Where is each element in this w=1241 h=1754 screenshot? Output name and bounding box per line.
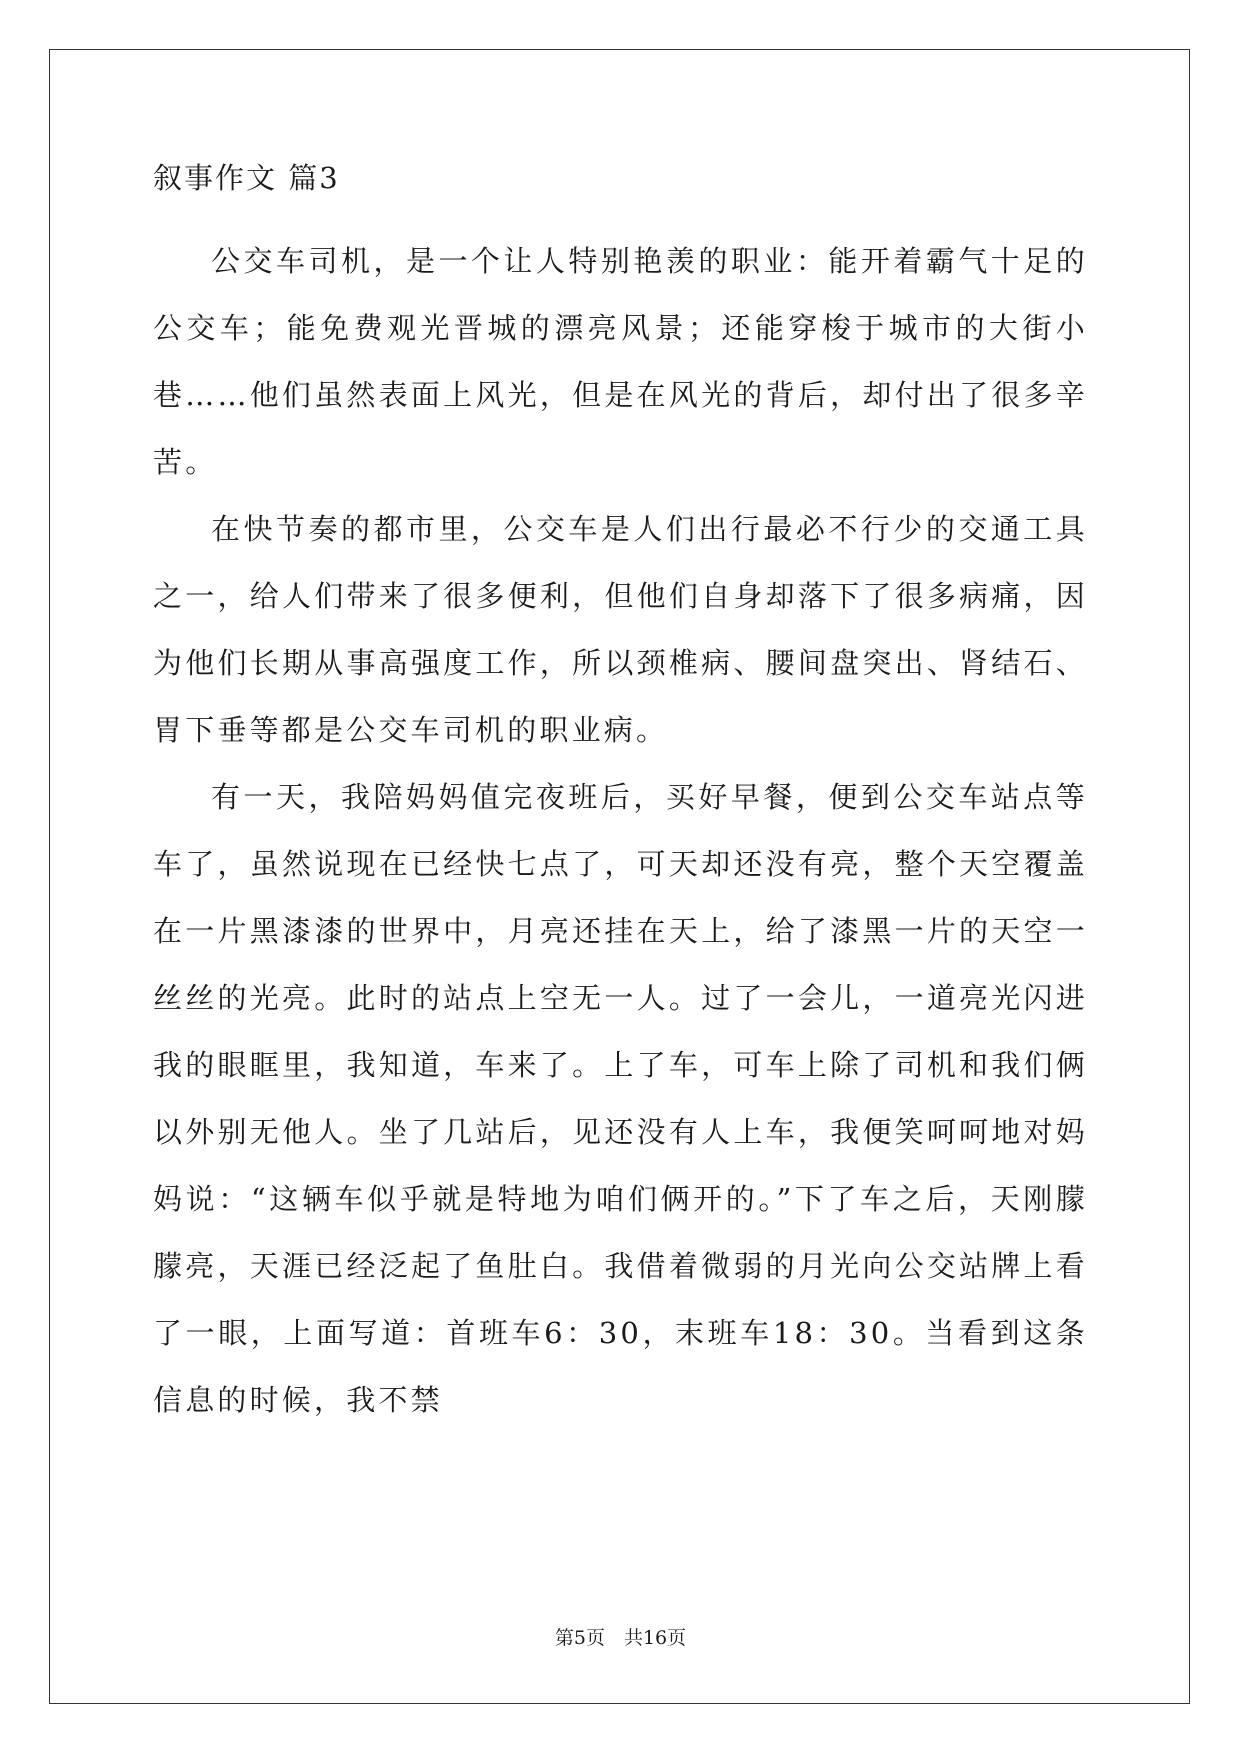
paragraph-2: 在快节奏的都市里，公交车是人们出行最必不行少的交通工具之一，给人们带来了很多便利，但他们自身却落下了很多病痛，因为他们长期从事高强度工作，所以颈椎病、腰间盘突出、肾结石、胃下垂等都是公交车司机的职业病。 xyxy=(153,512,1088,747)
page-number-footer: 第5页 共16页 xyxy=(554,1627,687,1649)
section-heading: 叙事作文 篇3 xyxy=(153,161,340,195)
paragraph-1: 公交车司机，是一个让人特别艳羡的职业：能开着霸气十足的公交车；能免费观光晋城的漂亮风景；还能穿梭于城市的大街小巷……他们虽然表面上风光，但是在风光的背后，却付出了很多辛苦。 xyxy=(153,244,1088,479)
paragraph-3: 有一天，我陪妈妈值完夜班后，买好早餐，便到公交车站点等车了，虽然说现在已经快七点了，可天却还没有亮，整个天空覆盖在一片黑漆漆的世界中，月亮还挂在天上，给了漆黑一片的天空一丝丝的光亮。此时的站点上空无一人。过了一会儿，一道亮光闪进我的眼眶里，我知道，车来了。上了车，可车上除了司机和我们俩以外别无他人。坐了几站后，见还没有人上车，我便笑呵呵地对妈妈说：“这辆车似乎就是特地为咱们俩开的。”下了车之后，天刚朦朦亮，天涯已经泛起了鱼肚白。我借着微弱的月光向公交站牌上看了一眼，上面写道：首班车6：30，末班车18：30。当看到这条信息的时候，我不禁 xyxy=(153,780,1088,1417)
document-body xyxy=(153,158,1088,1434)
